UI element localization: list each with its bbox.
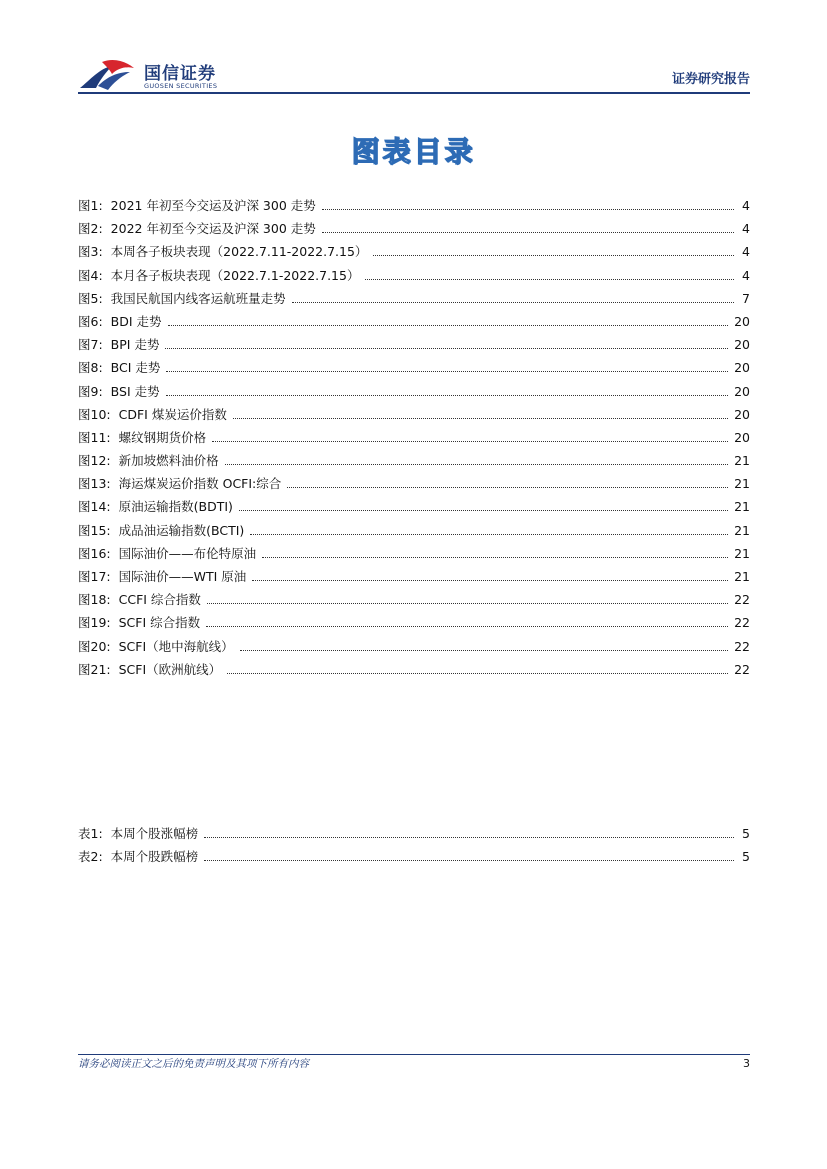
toc-entry-label: 图3: [78, 244, 103, 260]
footer-divider [78, 1054, 750, 1055]
toc-entry[interactable] [78, 588, 750, 611]
toc-entry-title: 2022 年初至今交运及沪深 300 走势 [110, 221, 316, 237]
toc-entry-title: 螺纹钢期货价格 [118, 429, 207, 445]
toc-entry-label: 图7: [78, 337, 103, 353]
logo-english-name: GUOSEN SECURITIES [144, 82, 218, 90]
toc-entry-title: 本周各子板块表现（2022.7.11-2022.7.15） [110, 244, 368, 260]
toc-entry-title: BCI 走势 [110, 360, 161, 376]
toc-entry[interactable] [78, 658, 750, 681]
toc-entry-title: 2021 年初至今交运及沪深 300 走势 [110, 198, 316, 213]
toc-entry-title: 国际油价——布伦特原油 [118, 545, 257, 561]
toc-entry[interactable] [78, 426, 750, 449]
report-type-label: 证券研究报告 [671, 72, 750, 87]
toc-entry-label: 图5: [78, 290, 103, 306]
toc-entry[interactable] [78, 542, 750, 565]
toc-entry[interactable] [78, 333, 750, 356]
toc-entry-label: 图1: [78, 198, 103, 213]
toc-entry-label: 图12: [78, 453, 111, 469]
toc-entry[interactable] [78, 194, 750, 217]
toc-entry-label: 图19: [78, 615, 111, 631]
dot-leader [204, 826, 734, 838]
toc-entry-title: SCFI（地中海航线） [118, 638, 234, 654]
toc-entry[interactable] [78, 845, 750, 868]
toc-entry[interactable] [78, 356, 750, 379]
toc-entry-title: 本周个股跌幅榜 [110, 849, 199, 865]
toc-entry-label: 图17: [78, 569, 111, 584]
toc-entry-label: 图16: [78, 545, 111, 561]
guosen-logo [78, 56, 238, 96]
toc-entry-title: 本月各子板块表现（2022.7.1-2022.7.15） [110, 267, 360, 283]
dot-leader [292, 291, 734, 303]
dot-leader [252, 569, 728, 581]
toc-entry[interactable] [78, 449, 750, 472]
toc-entry-label: 图13: [78, 476, 111, 492]
toc-entry-label: 图21: [78, 661, 111, 677]
toc-entry-label: 图10: [78, 406, 111, 422]
dot-leader [287, 476, 728, 488]
dot-leader [204, 849, 734, 861]
toc-entry-label: 图18: [78, 592, 111, 608]
toc-entry-page: 4 [742, 221, 750, 237]
toc-entry-page: 21 [734, 569, 750, 584]
dot-leader [250, 523, 728, 535]
toc-entry-label: 图2: [78, 221, 103, 237]
toc-entry-label: 表1: [78, 826, 103, 841]
toc-entry-label: 图20: [78, 638, 111, 654]
dot-leader [373, 244, 734, 256]
dot-leader [262, 546, 728, 558]
toc-entry-page: 20 [734, 429, 750, 445]
header-divider [78, 92, 750, 94]
toc-entry-label: 图14: [78, 499, 111, 515]
toc-entry-page: 22 [734, 661, 750, 677]
toc-entry-title: BPI 走势 [110, 337, 160, 353]
toc-entry-page: 21 [734, 476, 750, 492]
toc-entry-title: 海运煤炭运价指数 OCFI:综合 [118, 476, 282, 492]
guosen-logo-icon [78, 58, 138, 92]
toc-entry-page: 20 [734, 383, 750, 399]
toc-entry-title: SCFI（欧洲航线） [118, 661, 222, 677]
toc-entry[interactable] [78, 495, 750, 518]
toc-entry-title: SCFI 综合指数 [118, 615, 201, 631]
toc-entry-label: 图6: [78, 313, 103, 329]
toc-entry-label: 图9: [78, 383, 103, 399]
toc-entry[interactable] [78, 287, 750, 310]
toc-entry-label: 图4: [78, 267, 103, 283]
toc-entry-page: 5 [742, 826, 750, 841]
toc-entry[interactable] [78, 611, 750, 634]
toc-entry[interactable] [78, 565, 750, 588]
footer-disclaimer: 请务必阅读正文之后的免责声明及其项下所有内容 [78, 1058, 309, 1070]
dot-leader [225, 453, 728, 465]
toc-entry[interactable] [78, 310, 750, 333]
toc-entry[interactable] [78, 380, 750, 403]
table-list [78, 822, 750, 868]
toc-entry-title: BSI 走势 [110, 383, 160, 399]
dot-leader [168, 314, 729, 326]
dot-leader [240, 639, 728, 651]
toc-entry-page: 20 [734, 406, 750, 422]
toc-entry[interactable] [78, 240, 750, 263]
toc-entry-page: 4 [742, 267, 750, 283]
figure-list [78, 194, 750, 681]
toc-heading: 图表目录 [351, 135, 476, 168]
dot-leader [166, 360, 728, 372]
page-number: 3 [743, 1057, 750, 1070]
toc-entry-page: 5 [742, 849, 750, 865]
dot-leader [322, 198, 734, 210]
toc-entry-label: 图15: [78, 522, 111, 538]
toc-entry-label: 图8: [78, 360, 103, 376]
toc-entry-page: 22 [734, 638, 750, 654]
dot-leader [166, 384, 728, 396]
toc-entry-page: 4 [742, 198, 750, 213]
toc-entry[interactable] [78, 635, 750, 658]
toc-entry-title: BDI 走势 [110, 313, 162, 329]
toc-entry-page: 4 [742, 244, 750, 260]
toc-entry[interactable] [78, 519, 750, 542]
toc-entry-page: 7 [742, 290, 750, 306]
toc-entry-page: 20 [734, 313, 750, 329]
toc-entry-page: 21 [734, 453, 750, 469]
toc-entry-page: 21 [734, 545, 750, 561]
toc-entry-page: 22 [734, 615, 750, 631]
toc-entry-page: 20 [734, 360, 750, 376]
logo-chinese-name: 国信证券 [144, 64, 216, 84]
dot-leader [365, 268, 734, 280]
toc-entry[interactable] [78, 217, 750, 240]
toc-entry-title: 原油运输指数(BDTI) [118, 499, 233, 515]
toc-entry-title: 本周个股涨幅榜 [110, 826, 199, 841]
toc-entry-page: 21 [734, 522, 750, 538]
dot-leader [206, 615, 728, 627]
toc-entry-title: 我国民航国内线客运航班量走势 [110, 290, 286, 306]
toc-entry-page: 20 [734, 337, 750, 353]
dot-leader [239, 499, 728, 511]
toc-entry[interactable] [78, 822, 750, 845]
dot-leader [212, 430, 728, 442]
toc-entry-title: 新加坡燃料油价格 [118, 453, 219, 469]
toc-entry[interactable] [78, 264, 750, 287]
dot-leader [165, 337, 728, 349]
toc-entry[interactable] [78, 403, 750, 426]
page-header [78, 56, 750, 96]
toc-entry-title: CDFI 煤炭运价指数 [118, 406, 227, 422]
toc-entry-title: 国际油价——WTI 原油 [118, 569, 247, 584]
toc-entry-page: 22 [734, 592, 750, 608]
toc-entry-label: 图11: [78, 429, 111, 445]
toc-entry-page: 21 [734, 499, 750, 515]
dot-leader [227, 662, 728, 674]
toc-entry-title: 成品油运输指数(BCTI) [118, 522, 245, 538]
toc-entry-label: 表2: [78, 849, 103, 865]
dot-leader [233, 407, 728, 419]
dot-leader [322, 221, 734, 233]
toc-entry-title: CCFI 综合指数 [118, 592, 201, 608]
toc-entry[interactable] [78, 472, 750, 495]
dot-leader [207, 592, 728, 604]
